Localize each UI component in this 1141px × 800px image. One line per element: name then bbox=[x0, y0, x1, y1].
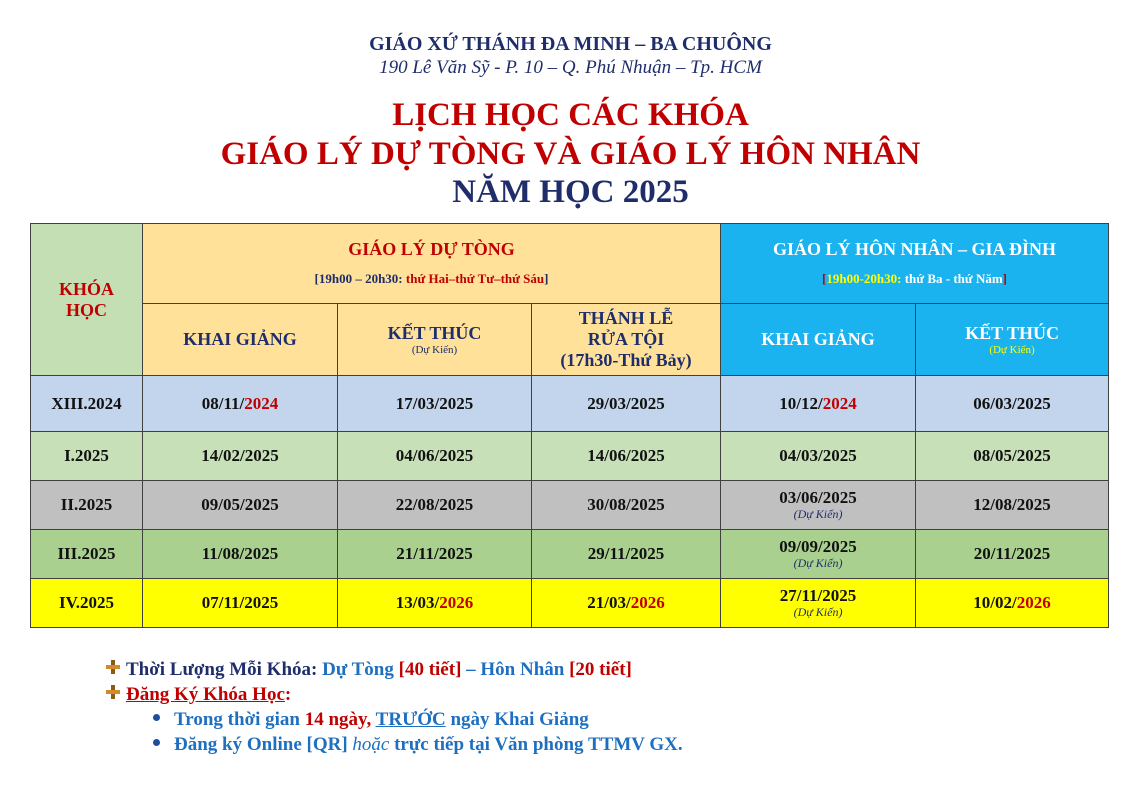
marriage-start-cell bbox=[721, 432, 916, 481]
register-colon: : bbox=[284, 684, 292, 705]
catechumen-start-cell bbox=[143, 579, 338, 628]
catechumen-start-cell bbox=[143, 376, 338, 432]
catechumen-start-cell bbox=[143, 481, 338, 530]
col-marriage-end-note: (Dự Kiến) bbox=[989, 343, 1035, 356]
col-catechumen-start bbox=[143, 304, 338, 376]
bullet-days: 14 ngày, bbox=[304, 709, 372, 730]
marriage-start-cell bbox=[721, 530, 916, 579]
bullet-item bbox=[153, 707, 683, 732]
marriage-days: thứ Ba - thứ Năm bbox=[904, 271, 1003, 287]
bullet-before: TRƯỚC bbox=[375, 709, 446, 730]
course-cell: III.2025 bbox=[31, 530, 143, 579]
marriage-end-cell bbox=[916, 376, 1109, 432]
duration-catechumen-lessons: [40 tiết] bbox=[398, 659, 462, 680]
marriage-end-cell bbox=[916, 432, 1109, 481]
catechumen-end-cell bbox=[338, 530, 532, 579]
catechumen-end-cell bbox=[338, 579, 532, 628]
marriage-end-cell bbox=[916, 579, 1109, 628]
col-marriage-end-label: KẾT THÚC bbox=[965, 322, 1059, 343]
marriage-start-cell bbox=[721, 376, 916, 432]
course-header-label: KHÓA HỌC bbox=[58, 278, 114, 320]
date-text: 30/08/2025 bbox=[587, 495, 665, 515]
date-text: 29/11/2025 bbox=[587, 544, 665, 564]
bullet-icon bbox=[153, 739, 160, 746]
bullet-or: hoặc bbox=[352, 734, 390, 755]
date-text: 07/11/2025 bbox=[201, 593, 279, 613]
date-text: 04/03/2025 bbox=[779, 446, 857, 466]
date-text: 14/02/2025 bbox=[201, 446, 279, 466]
date-text: 29/03/2025 bbox=[587, 393, 665, 413]
date-year-highlight: 2026 bbox=[439, 593, 474, 613]
date-text: 14/06/2025 bbox=[587, 446, 665, 466]
duration-marriage-lessons: [20 tiết] bbox=[569, 659, 632, 680]
marriage-time: 19h00-20h30: bbox=[826, 271, 902, 287]
marriage-schedule bbox=[822, 271, 1007, 286]
date-note: (Dự Kiến) bbox=[793, 506, 843, 521]
course-cell: II.2025 bbox=[31, 481, 143, 530]
col-baptism-time: (17h30-Thứ Bảy) bbox=[560, 349, 692, 370]
date-text: 08/11/ bbox=[201, 393, 245, 413]
date-text: 09/09/2025 bbox=[779, 537, 857, 557]
title-line-2: GIÁO LÝ DỰ TÒNG VÀ GIÁO LÝ HÔN NHÂN bbox=[220, 136, 921, 172]
duration-note bbox=[106, 657, 683, 682]
date-note: (Dự Kiến) bbox=[793, 604, 843, 619]
bullet-icon bbox=[153, 714, 160, 721]
catechumen-end-cell bbox=[338, 481, 532, 530]
col-marriage-end bbox=[916, 304, 1109, 376]
table-row bbox=[31, 432, 1109, 481]
course-cell: XIII.2024 bbox=[31, 376, 143, 432]
baptism-cell bbox=[532, 376, 721, 432]
register-label: Đăng Ký Khóa Học bbox=[126, 684, 285, 705]
date-text: 08/05/2025 bbox=[973, 446, 1051, 466]
catechumen-start-cell bbox=[143, 432, 338, 481]
bracket-close: ] bbox=[544, 271, 549, 287]
catechumen-schedule bbox=[315, 271, 549, 286]
bullet-item bbox=[153, 732, 683, 757]
date-year-highlight: 2026 bbox=[1016, 593, 1051, 613]
table-row bbox=[31, 579, 1109, 628]
date-text: 11/08/2025 bbox=[201, 544, 279, 564]
date-year-highlight: 2026 bbox=[630, 593, 665, 613]
col-marriage-start bbox=[721, 304, 916, 376]
schedule-table bbox=[30, 223, 1109, 628]
course-cell: IV.2025 bbox=[31, 579, 143, 628]
marriage-start-cell bbox=[721, 579, 916, 628]
col-baptism-line1: THÁNH LỄ bbox=[578, 308, 674, 329]
marriage-end-cell bbox=[916, 481, 1109, 530]
register-bullets bbox=[153, 707, 683, 757]
parish-address: 190 Lê Văn Sỹ - P. 10 – Q. Phú Nhuận – Tp. HCM bbox=[379, 57, 762, 78]
marriage-start-cell bbox=[721, 481, 916, 530]
date-text: 21/11/2025 bbox=[396, 544, 473, 564]
date-text: 03/06/2025 bbox=[779, 488, 857, 508]
bullet-text: Đăng ký Online [QR] bbox=[174, 734, 348, 755]
date-text: 06/03/2025 bbox=[973, 393, 1051, 413]
baptism-cell bbox=[532, 579, 721, 628]
date-text: 13/03/ bbox=[395, 593, 440, 613]
date-text: 09/05/2025 bbox=[201, 495, 279, 515]
duration-label: Thời Lượng Mỗi Khóa: bbox=[126, 659, 318, 680]
duration-catechumen: Dự Tòng bbox=[322, 659, 394, 680]
baptism-cell bbox=[532, 432, 721, 481]
col-catechumen-start-label: KHAI GIẢNG bbox=[183, 329, 297, 350]
col-baptism bbox=[532, 304, 721, 376]
marriage-end-cell bbox=[916, 530, 1109, 579]
table-row bbox=[31, 530, 1109, 579]
plus-icon bbox=[106, 660, 120, 674]
catechumen-group-title: GIÁO LÝ DỰ TÒNG bbox=[348, 239, 515, 260]
bullet-text: Trong thời gian bbox=[174, 709, 300, 730]
date-text: 17/03/2025 bbox=[395, 393, 474, 413]
date-text: 21/03/ bbox=[587, 593, 631, 613]
col-catechumen-end-label: KẾT THÚC bbox=[387, 322, 482, 343]
col-marriage-start-label: KHAI GIẢNG bbox=[761, 329, 875, 350]
date-text: 27/11/2025 bbox=[779, 586, 857, 606]
date-text: 04/06/2025 bbox=[395, 446, 474, 466]
table-row bbox=[31, 376, 1109, 432]
bracket-open: [ bbox=[314, 271, 319, 287]
catechumen-start-cell bbox=[143, 530, 338, 579]
col-catechumen-end-note: (Dự Kiến) bbox=[411, 343, 458, 356]
date-text: 20/11/2025 bbox=[973, 544, 1051, 564]
date-text: 12/08/2025 bbox=[973, 495, 1051, 515]
col-baptism-line2: RỬA TỘI bbox=[587, 329, 665, 350]
date-note: (Dự Kiến) bbox=[793, 555, 843, 570]
catechumen-end-cell bbox=[338, 376, 532, 432]
catechumen-end-cell bbox=[338, 432, 532, 481]
baptism-cell bbox=[532, 530, 721, 579]
table-row bbox=[31, 481, 1109, 530]
bullet-text-end: ngày Khai Giảng bbox=[450, 709, 589, 730]
catechumen-time: 19h00 – 20h30: bbox=[318, 271, 403, 287]
course-cell: I.2025 bbox=[31, 432, 143, 481]
baptism-cell bbox=[532, 481, 721, 530]
date-year-highlight: 2024 bbox=[822, 393, 857, 413]
plus-icon bbox=[106, 685, 120, 699]
marriage-group-title: GIÁO LÝ HÔN NHÂN – GIA ĐÌNH bbox=[773, 239, 1057, 260]
register-note bbox=[106, 682, 683, 707]
bracket-close: ] bbox=[1002, 271, 1008, 287]
date-text: 10/12/ bbox=[779, 393, 823, 413]
title-line-3: NĂM HỌC 2025 bbox=[452, 174, 689, 210]
col-catechumen-end bbox=[338, 304, 532, 376]
date-year-highlight: 2024 bbox=[244, 393, 279, 413]
catechumen-days: thứ Hai–thứ Tư–thứ Sáu bbox=[405, 271, 545, 287]
duration-marriage: – Hôn Nhân bbox=[466, 659, 565, 680]
notes-section bbox=[106, 657, 683, 757]
course-column-header bbox=[31, 224, 143, 376]
date-text: 22/08/2025 bbox=[395, 495, 474, 515]
date-text: 10/02/ bbox=[973, 593, 1017, 613]
bracket-open: [ bbox=[822, 271, 827, 287]
parish-name: GIÁO XỨ THÁNH ĐA MINH – BA CHUÔNG bbox=[369, 33, 772, 55]
catechumen-group-header bbox=[143, 224, 721, 304]
marriage-group-header bbox=[721, 224, 1109, 304]
title-line-1: LỊCH HỌC CÁC KHÓA bbox=[392, 97, 749, 133]
bullet-text-end: trực tiếp tại Văn phòng TTMV GX. bbox=[394, 734, 683, 755]
